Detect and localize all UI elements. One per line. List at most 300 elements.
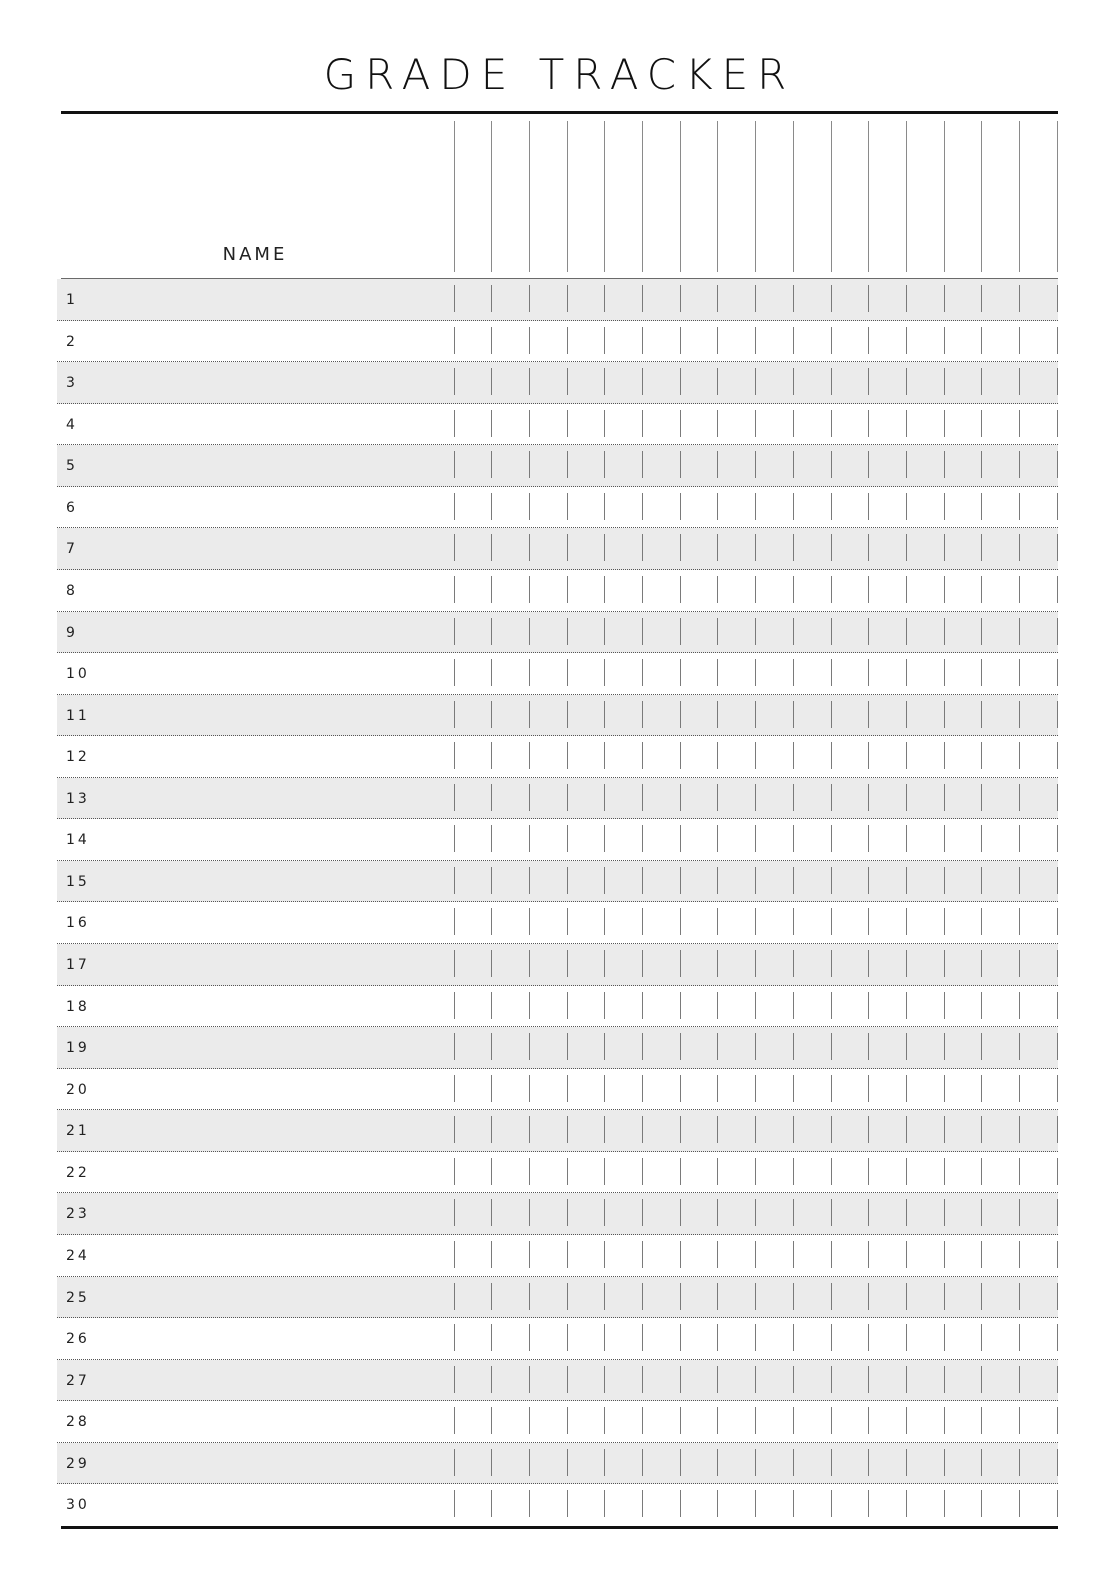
grade-cell[interactable]	[757, 1238, 795, 1274]
grade-cell[interactable]	[908, 1113, 946, 1149]
grade-cell[interactable]	[795, 1155, 833, 1191]
grade-cell[interactable]	[606, 781, 644, 817]
grade-cell[interactable]	[795, 1030, 833, 1066]
grade-cell[interactable]	[757, 531, 795, 567]
grade-cell[interactable]	[870, 1030, 908, 1066]
grade-cell[interactable]	[833, 698, 871, 734]
grade-cell[interactable]	[757, 1321, 795, 1357]
grade-cell[interactable]	[1021, 822, 1059, 858]
grade-cell[interactable]	[757, 739, 795, 775]
grade-cell[interactable]	[833, 1404, 871, 1440]
student-name-field[interactable]	[97, 703, 451, 731]
grade-cell[interactable]	[719, 490, 757, 526]
grade-cell[interactable]	[682, 698, 720, 734]
grade-cell[interactable]	[493, 739, 531, 775]
grade-cell[interactable]	[606, 905, 644, 941]
grade-cell[interactable]	[870, 282, 908, 318]
grade-cell[interactable]	[946, 573, 984, 609]
grade-cell[interactable]	[1021, 490, 1059, 526]
grade-cell[interactable]	[569, 905, 607, 941]
grade-cell[interactable]	[946, 905, 984, 941]
student-name-field[interactable]	[97, 1492, 451, 1520]
grade-cell[interactable]	[870, 365, 908, 401]
grade-cell[interactable]	[1021, 1072, 1059, 1108]
grade-cell[interactable]	[644, 324, 682, 360]
grade-cell[interactable]	[870, 324, 908, 360]
student-name-field[interactable]	[97, 952, 451, 980]
grade-cell[interactable]	[908, 739, 946, 775]
grade-cell[interactable]	[682, 365, 720, 401]
grade-cell[interactable]	[870, 905, 908, 941]
grade-cell[interactable]	[833, 573, 871, 609]
grade-cell[interactable]	[606, 1113, 644, 1149]
grade-cell[interactable]	[606, 1487, 644, 1523]
grade-cell[interactable]	[833, 531, 871, 567]
grade-cell[interactable]	[719, 1363, 757, 1399]
grade-cell[interactable]	[833, 448, 871, 484]
grade-cell[interactable]	[833, 739, 871, 775]
grade-cell[interactable]	[983, 1363, 1021, 1399]
grade-cell[interactable]	[456, 947, 494, 983]
grade-cell[interactable]	[833, 407, 871, 443]
grade-cell[interactable]	[833, 822, 871, 858]
grade-cell[interactable]	[795, 989, 833, 1025]
grade-cell[interactable]	[757, 1155, 795, 1191]
grade-cell[interactable]	[1021, 781, 1059, 817]
grade-cell[interactable]	[644, 698, 682, 734]
grade-cell[interactable]	[606, 1238, 644, 1274]
grade-cell[interactable]	[870, 698, 908, 734]
grade-cell[interactable]	[644, 1155, 682, 1191]
grade-cell[interactable]	[644, 1446, 682, 1482]
grade-cell[interactable]	[644, 739, 682, 775]
grade-cell[interactable]	[531, 864, 569, 900]
grade-cell[interactable]	[531, 1113, 569, 1149]
grade-cell[interactable]	[719, 1446, 757, 1482]
grade-cell[interactable]	[908, 615, 946, 651]
grade-cell[interactable]	[983, 448, 1021, 484]
student-name-field[interactable]	[97, 1077, 451, 1105]
grade-cell[interactable]	[569, 1155, 607, 1191]
grade-cell[interactable]	[682, 1113, 720, 1149]
grade-cell[interactable]	[531, 1446, 569, 1482]
grade-cell[interactable]	[870, 1404, 908, 1440]
grade-cell[interactable]	[946, 282, 984, 318]
grade-cell[interactable]	[795, 365, 833, 401]
grade-cell[interactable]	[531, 947, 569, 983]
grade-cell[interactable]	[644, 615, 682, 651]
grade-cell[interactable]	[908, 365, 946, 401]
grade-cell[interactable]	[833, 282, 871, 318]
grade-cell[interactable]	[606, 490, 644, 526]
grade-cell[interactable]	[833, 1030, 871, 1066]
grade-cell[interactable]	[682, 905, 720, 941]
grade-cell[interactable]	[870, 573, 908, 609]
grade-cell[interactable]	[946, 365, 984, 401]
grade-cell[interactable]	[1021, 1321, 1059, 1357]
grade-cell[interactable]	[870, 1238, 908, 1274]
grade-cell[interactable]	[1021, 1363, 1059, 1399]
grade-cell[interactable]	[1021, 947, 1059, 983]
grade-cell[interactable]	[795, 531, 833, 567]
grade-cell[interactable]	[493, 1113, 531, 1149]
student-name-field[interactable]	[97, 1409, 451, 1437]
grade-cell[interactable]	[795, 656, 833, 692]
grade-cell[interactable]	[456, 864, 494, 900]
grade-cell[interactable]	[719, 739, 757, 775]
grade-cell[interactable]	[719, 1280, 757, 1316]
grade-cell[interactable]	[456, 365, 494, 401]
grade-cell[interactable]	[833, 1196, 871, 1232]
grade-cell[interactable]	[719, 448, 757, 484]
grade-cell[interactable]	[795, 573, 833, 609]
grade-cell[interactable]	[644, 1404, 682, 1440]
grade-cell[interactable]	[983, 822, 1021, 858]
grade-cell[interactable]	[1021, 531, 1059, 567]
grade-cell[interactable]	[1021, 365, 1059, 401]
grade-cell[interactable]	[644, 864, 682, 900]
grade-cell[interactable]	[644, 531, 682, 567]
grade-cell[interactable]	[757, 1487, 795, 1523]
grade-cell[interactable]	[833, 947, 871, 983]
grade-cell[interactable]	[946, 1030, 984, 1066]
grade-cell[interactable]	[870, 1363, 908, 1399]
grade-cell[interactable]	[795, 490, 833, 526]
grade-cell[interactable]	[606, 1404, 644, 1440]
grade-cell[interactable]	[757, 781, 795, 817]
grade-cell[interactable]	[531, 1238, 569, 1274]
grade-cell[interactable]	[682, 324, 720, 360]
student-name-field[interactable]	[97, 1201, 451, 1229]
grade-cell[interactable]	[1021, 448, 1059, 484]
grade-cell[interactable]	[606, 1363, 644, 1399]
grade-cell[interactable]	[757, 282, 795, 318]
grade-cell[interactable]	[531, 448, 569, 484]
grade-cell[interactable]	[456, 1030, 494, 1066]
grade-cell[interactable]	[531, 739, 569, 775]
grade-cell[interactable]	[946, 1321, 984, 1357]
grade-cell[interactable]	[870, 1196, 908, 1232]
grade-cell[interactable]	[908, 698, 946, 734]
student-name-field[interactable]	[97, 578, 451, 606]
grade-cell[interactable]	[493, 365, 531, 401]
grade-cell[interactable]	[908, 905, 946, 941]
grade-cell[interactable]	[757, 698, 795, 734]
grade-cell[interactable]	[1021, 1030, 1059, 1066]
grade-cell[interactable]	[493, 1155, 531, 1191]
grade-cell[interactable]	[757, 822, 795, 858]
grade-cell[interactable]	[493, 282, 531, 318]
grade-cell[interactable]	[719, 365, 757, 401]
grade-cell[interactable]	[493, 1030, 531, 1066]
grade-cell[interactable]	[682, 989, 720, 1025]
grade-cell[interactable]	[456, 1072, 494, 1108]
grade-cell[interactable]	[456, 1363, 494, 1399]
grade-cell[interactable]	[456, 407, 494, 443]
grade-cell[interactable]	[569, 1196, 607, 1232]
grade-cell[interactable]	[757, 1280, 795, 1316]
grade-cell[interactable]	[983, 407, 1021, 443]
grade-cell[interactable]	[946, 989, 984, 1025]
grade-cell[interactable]	[833, 490, 871, 526]
student-name-field[interactable]	[97, 412, 451, 440]
grade-cell[interactable]	[456, 282, 494, 318]
grade-cell[interactable]	[456, 822, 494, 858]
grade-cell[interactable]	[569, 531, 607, 567]
student-name-field[interactable]	[97, 453, 451, 481]
student-name-field[interactable]	[97, 786, 451, 814]
grade-cell[interactable]	[531, 1487, 569, 1523]
grade-cell[interactable]	[983, 615, 1021, 651]
grade-cell[interactable]	[531, 407, 569, 443]
grade-cell[interactable]	[569, 282, 607, 318]
grade-cell[interactable]	[757, 1446, 795, 1482]
grade-cell[interactable]	[606, 324, 644, 360]
grade-cell[interactable]	[531, 822, 569, 858]
grade-cell[interactable]	[606, 1196, 644, 1232]
grade-cell[interactable]	[456, 1280, 494, 1316]
grade-cell[interactable]	[795, 282, 833, 318]
grade-cell[interactable]	[946, 1280, 984, 1316]
grade-cell[interactable]	[682, 1196, 720, 1232]
student-name-field[interactable]	[97, 1451, 451, 1479]
grade-cell[interactable]	[531, 365, 569, 401]
student-name-field[interactable]	[97, 1243, 451, 1271]
grade-cell[interactable]	[833, 781, 871, 817]
grade-cell[interactable]	[795, 781, 833, 817]
grade-cell[interactable]	[531, 1030, 569, 1066]
grade-cell[interactable]	[908, 573, 946, 609]
grade-cell[interactable]	[606, 573, 644, 609]
grade-cell[interactable]	[757, 947, 795, 983]
grade-cell[interactable]	[1021, 282, 1059, 318]
grade-cell[interactable]	[493, 905, 531, 941]
grade-cell[interactable]	[946, 822, 984, 858]
student-name-field[interactable]	[97, 994, 451, 1022]
grade-cell[interactable]	[946, 1363, 984, 1399]
grade-cell[interactable]	[908, 1321, 946, 1357]
grade-cell[interactable]	[493, 1280, 531, 1316]
grade-cell[interactable]	[493, 781, 531, 817]
grade-cell[interactable]	[870, 407, 908, 443]
grade-cell[interactable]	[870, 739, 908, 775]
grade-cell[interactable]	[644, 365, 682, 401]
grade-cell[interactable]	[946, 781, 984, 817]
grade-cell[interactable]	[757, 1030, 795, 1066]
grade-cell[interactable]	[719, 324, 757, 360]
grade-cell[interactable]	[719, 1487, 757, 1523]
grade-cell[interactable]	[1021, 989, 1059, 1025]
grade-cell[interactable]	[946, 531, 984, 567]
grade-cell[interactable]	[795, 1238, 833, 1274]
grade-cell[interactable]	[569, 1446, 607, 1482]
grade-cell[interactable]	[682, 1072, 720, 1108]
grade-cell[interactable]	[682, 490, 720, 526]
grade-cell[interactable]	[606, 698, 644, 734]
grade-cell[interactable]	[569, 407, 607, 443]
grade-cell[interactable]	[983, 698, 1021, 734]
grade-cell[interactable]	[1021, 739, 1059, 775]
grade-cell[interactable]	[531, 656, 569, 692]
grade-cell[interactable]	[569, 1321, 607, 1357]
grade-cell[interactable]	[946, 739, 984, 775]
grade-cell[interactable]	[795, 1404, 833, 1440]
grade-cell[interactable]	[833, 864, 871, 900]
grade-cell[interactable]	[682, 1363, 720, 1399]
grade-cell[interactable]	[456, 1446, 494, 1482]
grade-cell[interactable]	[983, 365, 1021, 401]
grade-cell[interactable]	[983, 490, 1021, 526]
grade-cell[interactable]	[1021, 1196, 1059, 1232]
grade-cell[interactable]	[870, 531, 908, 567]
grade-cell[interactable]	[644, 1363, 682, 1399]
grade-cell[interactable]	[833, 365, 871, 401]
grade-cell[interactable]	[493, 324, 531, 360]
grade-cell[interactable]	[795, 1363, 833, 1399]
grade-cell[interactable]	[833, 1072, 871, 1108]
grade-cell[interactable]	[531, 1404, 569, 1440]
grade-cell[interactable]	[682, 947, 720, 983]
grade-cell[interactable]	[946, 656, 984, 692]
grade-cell[interactable]	[606, 407, 644, 443]
grade-cell[interactable]	[757, 1363, 795, 1399]
grade-cell[interactable]	[983, 282, 1021, 318]
grade-cell[interactable]	[606, 615, 644, 651]
grade-cell[interactable]	[870, 615, 908, 651]
grade-cell[interactable]	[870, 1072, 908, 1108]
grade-cell[interactable]	[569, 781, 607, 817]
grade-cell[interactable]	[946, 1487, 984, 1523]
grade-cell[interactable]	[757, 407, 795, 443]
grade-cell[interactable]	[719, 822, 757, 858]
student-name-field[interactable]	[97, 1118, 451, 1146]
grade-cell[interactable]	[946, 947, 984, 983]
grade-cell[interactable]	[493, 1072, 531, 1108]
student-name-field[interactable]	[97, 620, 451, 648]
grade-cell[interactable]	[569, 1030, 607, 1066]
grade-cell[interactable]	[908, 1363, 946, 1399]
grade-cell[interactable]	[908, 407, 946, 443]
student-name-field[interactable]	[97, 536, 451, 564]
grade-cell[interactable]	[531, 1072, 569, 1108]
grade-cell[interactable]	[719, 531, 757, 567]
grade-cell[interactable]	[644, 1321, 682, 1357]
grade-cell[interactable]	[456, 656, 494, 692]
grade-cell[interactable]	[606, 282, 644, 318]
grade-cell[interactable]	[719, 905, 757, 941]
grade-cell[interactable]	[531, 490, 569, 526]
grade-cell[interactable]	[719, 1238, 757, 1274]
grade-cell[interactable]	[833, 1280, 871, 1316]
grade-cell[interactable]	[531, 1321, 569, 1357]
grade-cell[interactable]	[757, 656, 795, 692]
grade-cell[interactable]	[946, 324, 984, 360]
grade-cell[interactable]	[983, 989, 1021, 1025]
grade-cell[interactable]	[569, 698, 607, 734]
grade-cell[interactable]	[795, 1321, 833, 1357]
grade-cell[interactable]	[719, 698, 757, 734]
grade-cell[interactable]	[833, 615, 871, 651]
grade-cell[interactable]	[606, 1280, 644, 1316]
student-name-field[interactable]	[97, 910, 451, 938]
grade-cell[interactable]	[908, 1030, 946, 1066]
grade-cell[interactable]	[456, 1404, 494, 1440]
grade-cell[interactable]	[908, 1155, 946, 1191]
student-name-field[interactable]	[97, 1368, 451, 1396]
grade-cell[interactable]	[493, 1363, 531, 1399]
grade-cell[interactable]	[719, 781, 757, 817]
student-name-field[interactable]	[97, 744, 451, 772]
grade-cell[interactable]	[606, 864, 644, 900]
grade-cell[interactable]	[795, 1113, 833, 1149]
grade-cell[interactable]	[493, 1238, 531, 1274]
grade-cell[interactable]	[1021, 1238, 1059, 1274]
grade-cell[interactable]	[569, 615, 607, 651]
grade-cell[interactable]	[1021, 573, 1059, 609]
grade-cell[interactable]	[795, 1487, 833, 1523]
grade-cell[interactable]	[983, 1196, 1021, 1232]
grade-cell[interactable]	[795, 407, 833, 443]
grade-cell[interactable]	[719, 1404, 757, 1440]
grade-cell[interactable]	[493, 1321, 531, 1357]
grade-cell[interactable]	[682, 1155, 720, 1191]
grade-cell[interactable]	[946, 490, 984, 526]
grade-cell[interactable]	[757, 615, 795, 651]
grade-cell[interactable]	[1021, 1446, 1059, 1482]
grade-cell[interactable]	[644, 573, 682, 609]
grade-cell[interactable]	[946, 1404, 984, 1440]
student-name-field[interactable]	[97, 495, 451, 523]
grade-cell[interactable]	[682, 1321, 720, 1357]
grade-cell[interactable]	[908, 989, 946, 1025]
grade-cell[interactable]	[1021, 1113, 1059, 1149]
grade-cell[interactable]	[983, 1238, 1021, 1274]
grade-cell[interactable]	[644, 1072, 682, 1108]
grade-cell[interactable]	[946, 1196, 984, 1232]
grade-cell[interactable]	[531, 1363, 569, 1399]
grade-cell[interactable]	[531, 324, 569, 360]
grade-cell[interactable]	[1021, 905, 1059, 941]
grade-cell[interactable]	[493, 1196, 531, 1232]
grade-cell[interactable]	[946, 615, 984, 651]
grade-cell[interactable]	[644, 1487, 682, 1523]
grade-cell[interactable]	[719, 407, 757, 443]
grade-cell[interactable]	[644, 1196, 682, 1232]
grade-cell[interactable]	[719, 615, 757, 651]
grade-cell[interactable]	[870, 1155, 908, 1191]
grade-cell[interactable]	[682, 282, 720, 318]
grade-cell[interactable]	[682, 1446, 720, 1482]
grade-cell[interactable]	[644, 1113, 682, 1149]
grade-cell[interactable]	[569, 1113, 607, 1149]
grade-cell[interactable]	[644, 656, 682, 692]
grade-cell[interactable]	[682, 1280, 720, 1316]
grade-cell[interactable]	[569, 448, 607, 484]
grade-cell[interactable]	[606, 822, 644, 858]
grade-cell[interactable]	[908, 448, 946, 484]
grade-cell[interactable]	[456, 448, 494, 484]
grade-cell[interactable]	[531, 573, 569, 609]
grade-cell[interactable]	[795, 1196, 833, 1232]
grade-cell[interactable]	[795, 822, 833, 858]
grade-cell[interactable]	[569, 573, 607, 609]
grade-cell[interactable]	[606, 739, 644, 775]
grade-cell[interactable]	[606, 947, 644, 983]
grade-cell[interactable]	[682, 739, 720, 775]
grade-cell[interactable]	[757, 448, 795, 484]
grade-cell[interactable]	[606, 365, 644, 401]
grade-cell[interactable]	[908, 822, 946, 858]
